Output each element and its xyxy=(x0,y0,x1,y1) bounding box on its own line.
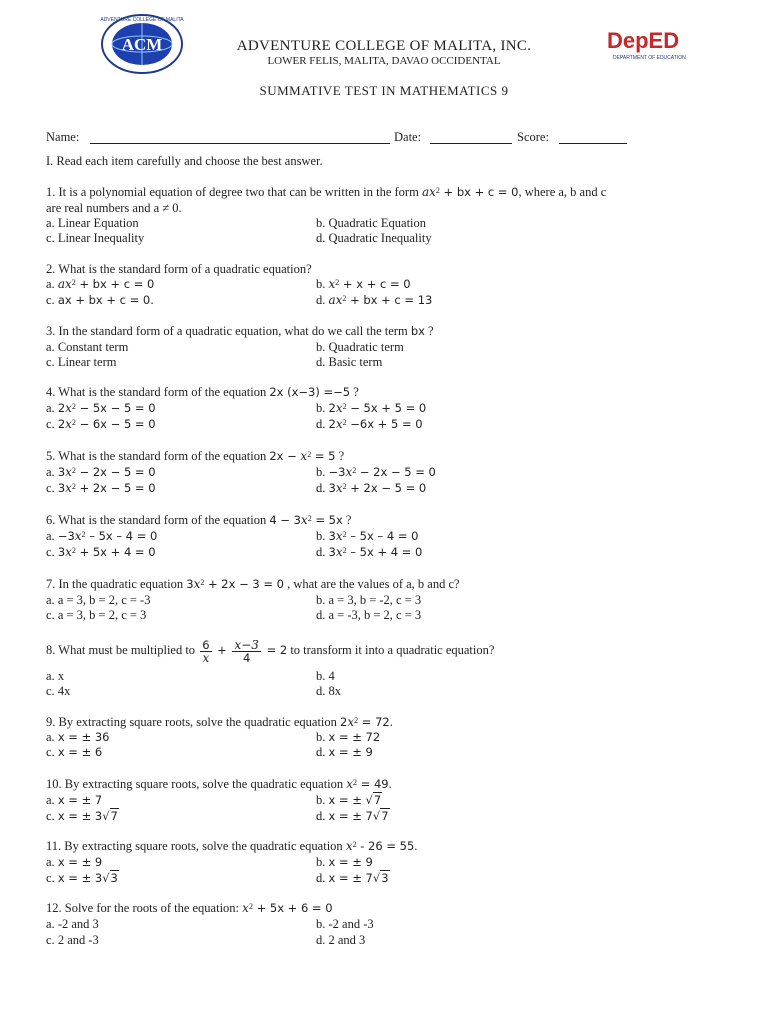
q12-choice-c[interactable]: c. 2 and -3 xyxy=(46,933,99,947)
q11-choice-a[interactable]: a. x = ± 9 xyxy=(46,855,103,869)
q4-choice-a[interactable]: a. $2x^2 - 5x - 5 = 0$ xyxy=(46,401,156,415)
date-label: Date: xyxy=(394,130,422,144)
q10-choice-a[interactable]: a. x = ± 7 xyxy=(46,793,103,807)
name-field[interactable] xyxy=(90,143,390,144)
q12-choice-b[interactable]: b. -2 and -3 xyxy=(316,917,374,931)
q9-choice-a[interactable]: a. x = ± 36 xyxy=(46,730,110,744)
q3-choice-d[interactable]: d. Basic term xyxy=(316,355,383,369)
school-address: LOWER FELIS, MALITA, DAVAO OCCIDENTAL xyxy=(267,55,501,67)
q2-choice-d[interactable]: d. $ax^2$ + bx + c = 13 xyxy=(316,293,433,307)
question-1-line2: are real numbers and a ≠ 0. xyxy=(46,201,182,215)
q2-choice-a[interactable]: a. $ax^2$ + bx + c = 0 xyxy=(46,277,155,291)
q8-choice-b[interactable]: b. 4 xyxy=(316,669,335,683)
q8-choice-a[interactable]: a. x xyxy=(46,669,65,683)
q5-choice-b[interactable]: b. $-3x^2 - 2x - 5 = 0$ xyxy=(316,465,436,479)
q11-choice-c[interactable]: c. x = ± 3√3 xyxy=(46,871,118,885)
question-9: 9. By extracting square roots, solve the quadratic equation $2x^2 = 72$. xyxy=(46,715,393,729)
question-3: 3. In the standard form of a quadratic equation, what do we call the term bx ? xyxy=(46,324,434,338)
svg-text:DepED: DepED xyxy=(607,28,680,53)
q1-choice-c[interactable]: c. Linear Inequality xyxy=(46,231,145,245)
q5-choice-c[interactable]: c. $3x^2 + 2x - 5 = 0$ xyxy=(46,481,156,495)
q7-choice-b[interactable]: b. a = 3, b = -2, c = 3 xyxy=(316,593,422,607)
q5-choice-a[interactable]: a. $3x^2 - 2x - 5 = 0$ xyxy=(46,465,156,479)
score-field[interactable] xyxy=(559,143,627,144)
q6-choice-a[interactable]: a. $-3x^2 - 5x - 4 = 0$ xyxy=(46,529,158,543)
q8-choice-c[interactable]: c. 4x xyxy=(46,684,71,698)
q10-choice-b[interactable]: b. x = ± √7 xyxy=(316,793,382,807)
q4-choice-c[interactable]: c. $2x^2 - 6x - 5 = 0$ xyxy=(46,417,156,431)
q6-choice-d[interactable]: d. $3x^2 - 5x + 4 = 0$ xyxy=(316,545,423,559)
q8-choice-d[interactable]: d. 8x xyxy=(316,684,341,698)
q7-choice-c[interactable]: c. a = 3, b = 2, c = 3 xyxy=(46,608,147,622)
question-7: 7. In the quadratic equation $3x^2 + 2x - 3 = 0$ , what are the values of a, b and c? xyxy=(46,577,460,591)
q7-choice-d[interactable]: d. a = -3, b = 2, c = 3 xyxy=(316,608,422,622)
q5-choice-d[interactable]: d. $3x^2 + 2x - 5 = 0$ xyxy=(316,481,427,495)
q9-choice-d[interactable]: d. x = ± 9 xyxy=(316,745,373,759)
deped-logo xyxy=(605,22,709,64)
q4-choice-d[interactable]: d. $2x^2 -6x + 5 = 0$ xyxy=(316,417,423,431)
q11-choice-b[interactable]: b. x = ± 9 xyxy=(316,855,373,869)
q6-choice-b[interactable]: b. $3x^2 - 5x - 4 = 0$ xyxy=(316,529,419,543)
svg-text:ADVENTURE COLLEGE OF MALITA: ADVENTURE COLLEGE OF MALITA xyxy=(100,17,184,23)
q1-choice-b[interactable]: b. Quadratic Equation xyxy=(316,216,427,230)
fraction-x-minus-3-over-4: $\frac{x-3}{4}$ xyxy=(234,637,259,665)
q2-choice-c[interactable]: c. ax + bx + c = 0. xyxy=(46,293,154,307)
q12-choice-a[interactable]: a. -2 and 3 xyxy=(46,917,99,931)
name-label: Name: xyxy=(46,130,80,144)
question-2: 2. What is the standard form of a quadratic equation? xyxy=(46,262,312,276)
instructions: I. Read each item carefully and choose the best answer. xyxy=(46,154,323,168)
svg-text:DEPARTMENT OF EDUCATION: DEPARTMENT OF EDUCATION xyxy=(613,55,686,61)
q3-choice-b[interactable]: b. Quadratic term xyxy=(316,340,404,354)
q3-choice-a[interactable]: a. Constant term xyxy=(46,340,129,354)
q6-choice-c[interactable]: c. $3x^2 + 5x + 4 = 0$ xyxy=(46,545,156,559)
question-12: 12. Solve for the roots of the equation: $x^2 + 5x + 6 = 0$ xyxy=(46,901,333,915)
date-field[interactable] xyxy=(430,143,512,144)
q1-choice-a[interactable]: a. Linear Equation xyxy=(46,216,139,230)
q3-choice-c[interactable]: c. Linear term xyxy=(46,355,117,369)
q10-choice-d[interactable]: d. x = ± 7√7 xyxy=(316,809,389,823)
q10-choice-c[interactable]: c. x = ± 3√7 xyxy=(46,809,118,823)
q1-choice-d[interactable]: d. Quadratic Inequality xyxy=(316,231,432,245)
question-10: 10. By extracting square roots, solve the quadratic equation $x^2 = 49$. xyxy=(46,777,392,791)
svg-text:ACM: ACM xyxy=(121,35,163,54)
q7-choice-a[interactable]: a. a = 3, b = 2, c = -3 xyxy=(46,593,151,607)
question-6: 6. What is the standard form of the equation $4 - 3x^2 = 5x$ ? xyxy=(46,513,352,527)
q12-choice-d[interactable]: d. 2 and 3 xyxy=(316,933,366,947)
q4-choice-b[interactable]: b. $2x^2 - 5x + 5 = 0$ xyxy=(316,401,427,415)
score-label: Score: xyxy=(517,130,549,144)
q9-choice-c[interactable]: c. x = ± 6 xyxy=(46,745,103,759)
q9-choice-b[interactable]: b. x = ± 72 xyxy=(316,730,381,744)
question-1: 1. It is a polynomial equation of degree two that can be written in the form $ax^2$ + bx + c = 0, where a, b and c xyxy=(46,185,607,199)
question-11: 11. By extracting square roots, solve the quadratic equation $x^2 - 26 = 55$. xyxy=(46,839,418,853)
fraction-6-over-x: $\frac{6}{x}$ xyxy=(202,637,210,665)
question-5: 5. What is the standard form of the equation $2x - x^2 = 5$ ? xyxy=(46,449,345,463)
question-8: 8. What must be multiplied to $\frac{6}{x}$ + $\frac{x-3}{4}$ = 2 to transform it into a quadratic equation? xyxy=(46,637,495,665)
q2-choice-b[interactable]: b. $x^2 + x + c = 0$ xyxy=(316,277,411,291)
test-title: SUMMATIVE TEST IN MATHEMATICS 9 xyxy=(259,83,509,98)
question-4: 4. What is the standard form of the equation 2x (x−3) =−5 ? xyxy=(46,385,359,399)
school-name: ADVENTURE COLLEGE OF MALITA, INC. xyxy=(236,38,532,54)
q11-choice-d[interactable]: d. x = ± 7√3 xyxy=(316,871,389,885)
